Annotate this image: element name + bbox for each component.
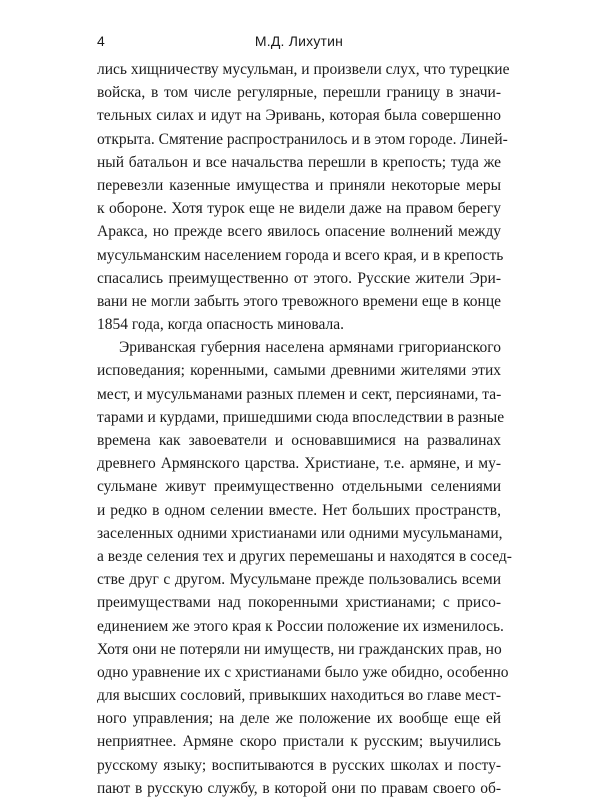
text-line: для высших сословий, привыкших находиться во главе мест-: [97, 687, 502, 705]
text-line: мусульманским населением города и всего края, и в крепость: [97, 246, 504, 264]
text-line: и редко в одном селении вместе. Нет больших пространств,: [97, 501, 501, 519]
text-line: 1854 года, когда опасность миновала.: [97, 316, 344, 334]
text-line: Хотя они не потеряли ни имуществ, ни гражданских прав, но: [97, 640, 502, 658]
text-line: тельных силах и идут на Эривань, которая была совершенно: [97, 107, 501, 125]
page-number: 4: [97, 33, 105, 49]
text-line: заселенных одними христианами или одними мусульманами,: [97, 524, 503, 542]
text-line: неприятнее. Армяне скоро пристали к русским; выучились: [97, 733, 501, 751]
text-line: сульмане живут преимущественно отдельными селениями: [97, 478, 501, 496]
text-line: исповедания; коренными, самыми древними жителями этих: [97, 362, 501, 380]
text-line: лись хищничеству мусульман, и произвели слух, что турецкие: [97, 61, 510, 78]
page-header: [97, 33, 501, 53]
text-line: спасались преимущественно от этого. Русские жители Эри-: [97, 269, 501, 287]
text-line: одно уравнение их с христианами было уже обидно, особенно: [97, 663, 509, 681]
text-line: Эриванская губерния населена армянами григорианского: [119, 339, 501, 357]
text-line: войска, в том числе регулярные, перешли границу в значи-: [97, 84, 501, 102]
text-line: стве друг с другом. Мусульмане прежде пользовались всеми: [97, 571, 501, 589]
text-line: вани не могли забыть этого тревожного времени еще в конце: [97, 292, 501, 310]
text-line: единением же этого края к России положение их изменилось.: [97, 617, 504, 635]
text-line: мест, и мусульманами разных племен и сект, персиянами, та-: [97, 385, 502, 403]
text-line: к обороне. Хотя турок еще не видели даже на правом берегу: [97, 200, 501, 218]
text-line: древнего Армянского царства. Христиане, т.е. армяне, и му-: [97, 455, 501, 473]
text-line: преимуществами над покоренными христианами; с присо-: [97, 594, 501, 612]
text-line: русскому языку; воспитываются в русских школах и посту-: [97, 756, 501, 774]
body-text: [97, 58, 512, 800]
text-line: ный батальон и все начальства перешли в крепость; туда же: [97, 153, 501, 171]
text-line: Аракса, но прежде всего явилось опасение волнений между: [97, 223, 501, 241]
text-line: ного управления; на деле же положение их вообще еще ей: [97, 710, 501, 728]
running-title: М.Д. Лихутин: [254, 33, 344, 49]
text-line: пают в русскую службу, в которой они по правам своего об-: [97, 779, 501, 797]
text-line: открыта. Смятение распространилось и в этом городе. Линей-: [97, 130, 508, 148]
text-line: перевезли казенные имущества и приняли некоторые меры: [97, 176, 501, 194]
text-line: времена как завоеватели и основавшимися на развалинах: [97, 432, 501, 449]
text-line: тарами и курдами, пришедшими сюда впоследствии в разные: [97, 408, 505, 426]
text-line: а везде селения тех и других перемешаны и находятся в сосед-: [97, 547, 512, 565]
